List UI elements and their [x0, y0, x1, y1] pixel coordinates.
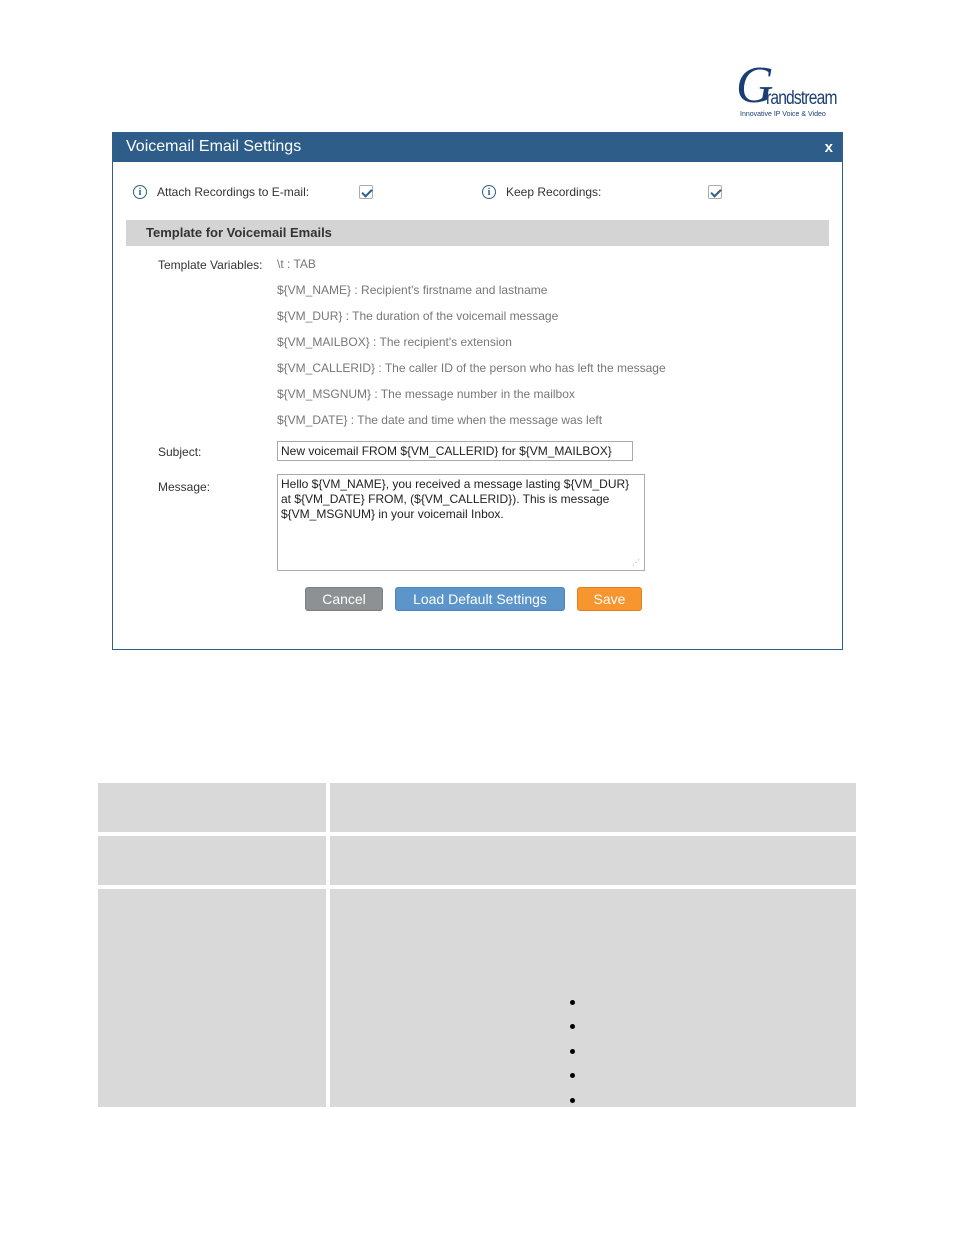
template-variable-item: ${VM_NAME} : Recipient's firstname and lastname	[277, 283, 548, 297]
logo-initial: G	[736, 57, 774, 114]
section-title: Template for Voicemail Emails	[146, 225, 332, 240]
list-item	[570, 1091, 580, 1115]
save-button[interactable]: Save	[577, 587, 642, 611]
attach-recordings-label: Attach Recordings to E-mail:	[157, 185, 310, 199]
list-item	[570, 1017, 580, 1041]
template-section-header	[126, 220, 829, 246]
dialog-title: Voicemail Email Settings	[126, 138, 302, 155]
keep-recordings-option	[482, 183, 601, 201]
info-icon: i	[482, 185, 496, 199]
table-row	[98, 783, 856, 832]
table-cell-label	[98, 836, 326, 885]
keep-recordings-label: Keep Recordings:	[506, 185, 602, 199]
logo-tagline: Innovative IP Voice & Video	[740, 111, 826, 118]
bullet-list	[570, 993, 580, 1115]
attach-recordings-option	[133, 183, 309, 201]
load-default-settings-button[interactable]: Load Default Settings	[395, 587, 565, 611]
message-label: Message:	[158, 480, 211, 494]
attach-recordings-checkbox[interactable]	[359, 185, 373, 199]
template-variable-item: ${VM_DUR} : The duration of the voicemail message	[277, 309, 559, 323]
subject-label: Subject:	[158, 445, 202, 459]
keep-recordings-checkbox[interactable]	[708, 185, 722, 199]
message-textarea[interactable]	[277, 474, 645, 571]
list-item	[570, 993, 580, 1017]
table-row	[98, 836, 856, 885]
table-cell-label	[98, 889, 326, 1107]
table-cell-description	[330, 836, 856, 885]
logo-wordmark: randstream	[766, 88, 837, 109]
table-cell-description	[330, 783, 856, 832]
template-variable-item: ${VM_DATE} : The date and time when the message was left	[277, 413, 603, 427]
close-icon[interactable]: x	[824, 139, 833, 156]
template-variable-item: ${VM_MSGNUM} : The message number in the mailbox	[277, 387, 575, 401]
template-variable-item: ${VM_CALLERID} : The caller ID of the person who has left the message	[277, 361, 666, 375]
table-cell-description	[330, 889, 856, 1107]
table-row	[98, 889, 856, 1107]
template-variable-item: ${VM_MAILBOX} : The recipient's extension	[277, 335, 512, 349]
cancel-button[interactable]: Cancel	[305, 587, 383, 611]
grandstream-logo	[736, 57, 838, 120]
list-item	[570, 1042, 580, 1066]
info-icon: i	[133, 185, 147, 199]
dialog-header	[113, 133, 842, 162]
table-cell-label	[98, 783, 326, 832]
subject-input[interactable]	[277, 441, 633, 461]
template-variable-item: \t : TAB	[277, 257, 316, 271]
template-variables-label: Template Variables:	[158, 258, 263, 272]
resize-grip-icon[interactable]: ⋰	[632, 558, 640, 567]
list-item	[570, 1066, 580, 1090]
voicemail-email-settings-dialog	[112, 132, 843, 650]
